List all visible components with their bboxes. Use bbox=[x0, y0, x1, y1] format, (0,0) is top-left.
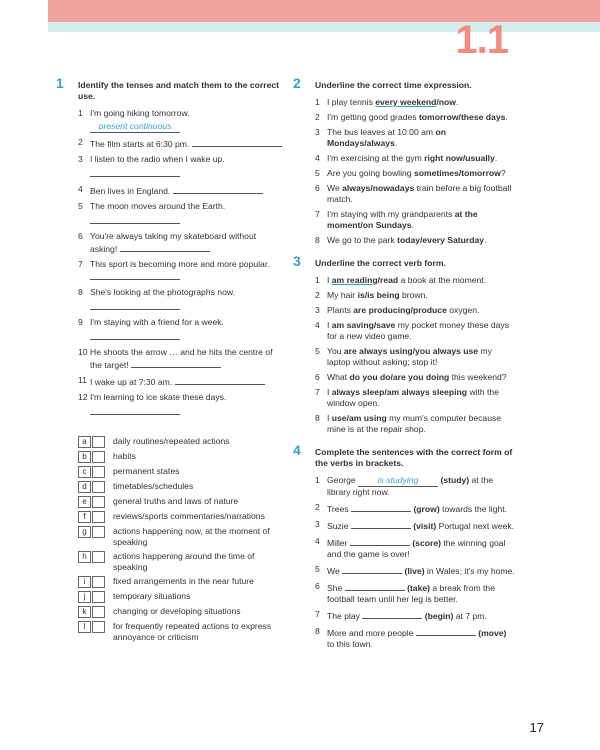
item-text bbox=[327, 235, 515, 246]
match-row bbox=[78, 551, 282, 573]
sentence-start: I bbox=[327, 275, 332, 285]
sentence-end: my mum's computer because mine is at the repair shop. bbox=[327, 413, 502, 434]
sentence-end: . bbox=[505, 112, 508, 122]
sentence-start: I bbox=[327, 387, 332, 397]
sentence-start: Plants bbox=[327, 305, 354, 315]
sentence-start: Miller bbox=[327, 538, 350, 548]
item-text bbox=[327, 320, 515, 342]
item-text bbox=[90, 287, 282, 313]
choice-options[interactable]: is/is being bbox=[357, 290, 400, 300]
sentence-end: this weekend? bbox=[449, 372, 507, 382]
underlined-answer[interactable]: am reading bbox=[331, 275, 378, 285]
item-text bbox=[327, 581, 515, 605]
sentence-start: I'm exercising at the gym bbox=[327, 153, 425, 163]
item-number: 8 bbox=[315, 413, 320, 423]
list-item bbox=[315, 153, 515, 164]
item-text bbox=[90, 201, 282, 227]
list-item bbox=[315, 97, 515, 108]
item-number: 1 bbox=[315, 97, 320, 107]
match-answer-box[interactable] bbox=[92, 451, 105, 463]
verb-prompt: (grow) bbox=[413, 504, 440, 514]
item-text bbox=[90, 317, 282, 343]
match-row bbox=[78, 591, 282, 603]
match-row bbox=[78, 436, 282, 448]
item-number: 3 bbox=[78, 154, 83, 164]
item-number: 1 bbox=[78, 108, 83, 118]
sentence-end: in Wales; it's my home. bbox=[424, 566, 515, 576]
match-list bbox=[78, 436, 282, 643]
sentence-start: I'm staying with my grandparents bbox=[327, 209, 455, 219]
match-text: habits bbox=[113, 451, 136, 461]
item-text bbox=[90, 259, 282, 283]
match-letter: d bbox=[78, 481, 91, 493]
item-text bbox=[90, 375, 282, 388]
item-number: 8 bbox=[315, 235, 320, 245]
item-number: 5 bbox=[315, 564, 320, 574]
item-text bbox=[90, 154, 282, 180]
match-text: permanent states bbox=[113, 466, 180, 476]
list-item bbox=[315, 387, 515, 409]
answer-blank[interactable] bbox=[362, 609, 422, 619]
answer-blank[interactable] bbox=[90, 214, 180, 224]
choice-options[interactable]: tomorrow/these days bbox=[418, 112, 506, 122]
list-item bbox=[315, 209, 515, 231]
list-item bbox=[315, 564, 515, 577]
item-number: 7 bbox=[315, 387, 320, 397]
sentence-end: at the library right now. bbox=[327, 475, 493, 497]
item-text bbox=[327, 183, 515, 205]
sentence-end: oxygen. bbox=[446, 305, 480, 315]
list-item bbox=[315, 413, 515, 435]
sentence-end: . bbox=[494, 153, 498, 163]
sentence: This sport is becoming more and more popular. bbox=[90, 259, 270, 269]
item-text bbox=[90, 137, 282, 150]
match-letter: l bbox=[78, 621, 91, 633]
item-number: 2 bbox=[315, 112, 320, 122]
match-answer-box[interactable] bbox=[92, 621, 105, 633]
choice-options[interactable]: sometimes/tomorrow bbox=[413, 168, 501, 178]
sentence-end: . bbox=[455, 97, 459, 107]
sentence-end: my pocket money these days for a new video game. bbox=[327, 320, 510, 341]
item-text bbox=[90, 347, 282, 371]
match-text: changing or developing situations bbox=[113, 606, 241, 616]
item-text bbox=[327, 346, 515, 368]
item-number: 4 bbox=[315, 320, 320, 330]
list-item bbox=[315, 127, 515, 149]
item-text bbox=[327, 519, 515, 532]
sentence-start: Are you going bowling bbox=[327, 168, 414, 178]
choice-options[interactable]: am saving/save bbox=[331, 320, 396, 330]
unit-number: 1.1 bbox=[455, 18, 508, 62]
list-item bbox=[78, 259, 282, 283]
list-item bbox=[78, 154, 282, 180]
choice-options[interactable]: use/am using bbox=[331, 413, 387, 423]
item-number: 10 bbox=[78, 347, 88, 357]
sentence-start: I bbox=[327, 320, 332, 330]
sentence-end: . bbox=[394, 138, 398, 148]
match-letter: b bbox=[78, 451, 91, 463]
match-row bbox=[78, 511, 282, 523]
sentence-end: train before a big football match. bbox=[327, 183, 512, 204]
item-number: 4 bbox=[315, 536, 320, 546]
item-number: 11 bbox=[78, 375, 87, 385]
choice-options[interactable]: /read bbox=[377, 275, 399, 285]
list-item bbox=[315, 502, 515, 515]
list-item bbox=[315, 372, 515, 383]
list-item bbox=[78, 137, 282, 150]
header-banner-stripe bbox=[48, 22, 600, 32]
item-number: 5 bbox=[315, 168, 320, 178]
sentence-end: ? bbox=[500, 168, 506, 178]
sentence-start: We bbox=[327, 566, 343, 576]
match-answer-box[interactable] bbox=[92, 606, 105, 618]
list-item bbox=[78, 375, 282, 388]
item-number: 8 bbox=[315, 626, 320, 636]
sentence-end: with the window open. bbox=[327, 387, 499, 408]
item-text bbox=[90, 231, 282, 255]
exercise-title: Complete the sentences with the correct form of the verbs in brackets. bbox=[315, 447, 513, 468]
exercise-number: 3 bbox=[293, 253, 301, 269]
sentence-end: . bbox=[411, 220, 414, 230]
exercise-items bbox=[78, 108, 282, 418]
item-number: 5 bbox=[315, 346, 320, 356]
sentence-start: We go to the park bbox=[327, 235, 398, 245]
list-item bbox=[78, 392, 282, 418]
exercise-title: Underline the correct time expression. bbox=[315, 80, 472, 90]
sentence: The film starts at 6:30 pm. bbox=[90, 139, 190, 149]
match-row bbox=[78, 621, 282, 643]
sentence: The moon moves around the Earth. bbox=[90, 201, 226, 211]
item-number: 2 bbox=[78, 137, 83, 147]
answer-line bbox=[90, 405, 282, 418]
answer-blank[interactable] bbox=[90, 167, 180, 177]
item-text bbox=[327, 209, 515, 231]
sentence: You're always taking my skateboard without asking! bbox=[90, 231, 257, 254]
match-letter: a bbox=[78, 436, 91, 448]
sentence-end: the winning goal and the game is over! bbox=[327, 538, 506, 559]
exercise-items bbox=[315, 97, 515, 246]
item-number: 5 bbox=[78, 201, 83, 211]
match-answer-box[interactable] bbox=[92, 576, 105, 588]
answer-blank[interactable] bbox=[351, 502, 411, 512]
match-letter: h bbox=[78, 551, 91, 563]
item-text bbox=[327, 168, 515, 179]
answer-blank[interactable] bbox=[173, 184, 263, 194]
sentence-end: Portugal next week. bbox=[436, 521, 515, 531]
verb-prompt: (move) bbox=[478, 628, 507, 638]
match-answer-box[interactable] bbox=[92, 466, 105, 478]
exercise-1 bbox=[56, 75, 282, 643]
match-text: timetables/schedules bbox=[113, 481, 194, 491]
sentence-end: brown. bbox=[399, 290, 428, 300]
item-number: 3 bbox=[315, 127, 320, 137]
list-item bbox=[315, 183, 515, 205]
item-text bbox=[327, 275, 515, 286]
answer-blank[interactable] bbox=[175, 375, 265, 385]
choice-options[interactable]: /now bbox=[436, 97, 456, 107]
answer-line bbox=[90, 330, 282, 343]
match-row bbox=[78, 451, 282, 463]
sentence: He shoots the arrow … and he hits the centre of the target! bbox=[90, 347, 273, 370]
sentence-start: Trees bbox=[327, 504, 352, 514]
answer-blank[interactable] bbox=[90, 270, 180, 280]
list-item bbox=[315, 519, 515, 532]
item-text bbox=[327, 475, 515, 498]
sentence: I wake up at 7:30 am. bbox=[90, 377, 173, 387]
item-number: 2 bbox=[315, 502, 320, 512]
answer-blank[interactable] bbox=[192, 137, 282, 147]
sentence-end: towards the light. bbox=[439, 504, 508, 514]
verb-prompt: (begin) bbox=[424, 611, 454, 621]
item-number: 7 bbox=[315, 209, 320, 219]
exercise-items bbox=[315, 275, 515, 435]
list-item bbox=[315, 609, 515, 622]
list-item bbox=[315, 305, 515, 316]
item-text bbox=[327, 127, 515, 149]
match-letter: k bbox=[78, 606, 91, 618]
choice-options[interactable]: at the moment/on Sundays bbox=[327, 209, 478, 230]
exercise-3 bbox=[293, 253, 515, 435]
choice-options[interactable]: right now/usually bbox=[424, 153, 495, 163]
item-text bbox=[327, 97, 515, 108]
list-item bbox=[78, 347, 282, 371]
sentence-end: . bbox=[484, 235, 487, 245]
list-item bbox=[78, 287, 282, 313]
match-answer-box[interactable] bbox=[92, 481, 105, 493]
list-item bbox=[78, 184, 282, 197]
item-number: 7 bbox=[315, 609, 320, 619]
match-letter: j bbox=[78, 591, 91, 603]
sentence-start: You bbox=[327, 346, 344, 356]
answer-blank[interactable] bbox=[351, 519, 411, 529]
list-item bbox=[315, 112, 515, 123]
exercise-4 bbox=[293, 442, 515, 650]
answer-blank[interactable] bbox=[342, 564, 402, 574]
choice-options[interactable]: always sleep/am always sleeping bbox=[331, 387, 467, 397]
verb-prompt: (live) bbox=[404, 566, 425, 576]
answer-blank[interactable] bbox=[131, 358, 221, 368]
item-number: 1 bbox=[315, 275, 320, 285]
match-answer-box[interactable] bbox=[92, 526, 105, 538]
match-text: actions happening now, at the moment of speaking bbox=[113, 526, 270, 547]
answer-blank[interactable] bbox=[350, 536, 410, 546]
exercise-items bbox=[315, 475, 515, 650]
item-number: 3 bbox=[315, 305, 320, 315]
item-number: 12 bbox=[78, 392, 88, 402]
choice-options[interactable]: on Mondays/always bbox=[327, 127, 446, 148]
match-letter: i bbox=[78, 576, 91, 588]
left-column bbox=[56, 75, 282, 651]
item-number: 6 bbox=[315, 372, 320, 382]
choice-options[interactable]: are always using/you always use bbox=[343, 346, 479, 356]
verb-prompt: (score) bbox=[412, 538, 441, 548]
sentence-start: Suzie bbox=[327, 521, 351, 531]
item-text bbox=[327, 372, 515, 383]
item-number: 4 bbox=[315, 153, 320, 163]
sentence-end: at 7 pm. bbox=[453, 611, 487, 621]
sentence-start: The play bbox=[327, 611, 363, 621]
item-text bbox=[327, 502, 515, 515]
match-text: daily routines/repeated actions bbox=[113, 436, 230, 446]
list-item bbox=[315, 581, 515, 605]
choice-options[interactable]: do you do/are you doing bbox=[349, 372, 450, 382]
list-item bbox=[315, 536, 515, 560]
sentence-start: I play tennis bbox=[327, 97, 376, 107]
sentence-start: My hair bbox=[327, 290, 358, 300]
answer-blank[interactable] bbox=[416, 626, 476, 636]
match-text: actions happening around the time of speaking bbox=[113, 551, 255, 572]
list-item bbox=[78, 231, 282, 255]
list-item bbox=[315, 320, 515, 342]
match-text: temporary situations bbox=[113, 591, 191, 601]
match-text: general truths and laws of nature bbox=[113, 496, 239, 506]
match-answer-box[interactable] bbox=[92, 511, 105, 523]
answer-line bbox=[90, 214, 282, 227]
item-number: 6 bbox=[78, 231, 83, 241]
answer-blank[interactable] bbox=[345, 581, 405, 591]
list-item bbox=[315, 346, 515, 368]
item-text bbox=[90, 392, 282, 418]
item-text bbox=[327, 305, 515, 316]
sentence-end: a book at the moment. bbox=[398, 275, 487, 285]
answer-blank[interactable] bbox=[120, 242, 210, 252]
exercise-number: 4 bbox=[293, 442, 301, 458]
item-number: 8 bbox=[78, 287, 83, 297]
item-text bbox=[327, 290, 515, 301]
list-item bbox=[78, 108, 282, 133]
choice-options[interactable]: today/every Saturday bbox=[397, 235, 485, 245]
match-answer-box[interactable] bbox=[92, 436, 105, 448]
item-text bbox=[90, 184, 282, 197]
item-number: 6 bbox=[315, 581, 320, 591]
item-text bbox=[327, 536, 515, 560]
match-letter: c bbox=[78, 466, 91, 478]
sentence-start: What bbox=[327, 372, 350, 382]
match-row bbox=[78, 481, 282, 493]
list-item bbox=[315, 168, 515, 179]
match-letter: f bbox=[78, 511, 91, 523]
list-item bbox=[315, 475, 515, 498]
sentence-start: More and more people bbox=[327, 628, 416, 638]
match-answer-box[interactable] bbox=[92, 591, 105, 603]
answer-line bbox=[90, 300, 282, 313]
item-number: 3 bbox=[315, 519, 320, 529]
match-text: for frequently repeated actions to express annoyance or criticism bbox=[113, 621, 272, 642]
list-item bbox=[78, 317, 282, 343]
item-number: 1 bbox=[315, 475, 320, 485]
item-text bbox=[327, 413, 515, 435]
sentence-start: I'm getting good grades bbox=[327, 112, 419, 122]
list-item bbox=[315, 290, 515, 301]
list-item bbox=[315, 275, 515, 286]
item-text bbox=[327, 387, 515, 409]
answer-blank[interactable] bbox=[90, 330, 180, 340]
item-text bbox=[327, 626, 515, 650]
item-number: 6 bbox=[315, 183, 320, 193]
page-number: 17 bbox=[529, 720, 544, 735]
choice-options[interactable]: are producing/produce bbox=[353, 305, 447, 315]
exercise-title: Identify the tenses and match them to the correct use. bbox=[78, 80, 280, 101]
answer-line bbox=[90, 167, 282, 180]
sentence: I'm going hiking tomorrow. bbox=[90, 108, 190, 118]
sentence: Ben lives in England. bbox=[90, 186, 171, 196]
match-row bbox=[78, 576, 282, 588]
verb-prompt: (study) bbox=[440, 475, 470, 485]
match-answer-box[interactable] bbox=[92, 496, 105, 508]
verb-prompt: (take) bbox=[407, 583, 431, 593]
item-text bbox=[327, 153, 515, 164]
list-item bbox=[315, 626, 515, 650]
sentence: I listen to the radio when I wake up. bbox=[90, 154, 225, 164]
sentence-start: I bbox=[327, 413, 332, 423]
item-number: 4 bbox=[78, 184, 83, 194]
sentence: She's looking at the photographs now. bbox=[90, 287, 235, 297]
item-number: 2 bbox=[315, 290, 320, 300]
choice-options[interactable]: always/nowadays bbox=[342, 183, 415, 193]
sentence: I'm learning to ice skate these days. bbox=[90, 392, 227, 402]
match-letter: g bbox=[78, 526, 91, 538]
exercise-title: Underline the correct verb form. bbox=[315, 258, 446, 268]
exercise-2 bbox=[293, 75, 515, 246]
sentence-start: The bus leaves at 10:00 am bbox=[327, 127, 436, 137]
match-row bbox=[78, 606, 282, 618]
sentence-start: She bbox=[327, 583, 345, 593]
answer-blank[interactable] bbox=[90, 300, 180, 310]
item-text bbox=[327, 564, 515, 577]
item-number: 9 bbox=[78, 317, 83, 327]
answer-blank[interactable] bbox=[90, 405, 180, 415]
sentence: I'm staying with a friend for a week. bbox=[90, 317, 224, 327]
match-row bbox=[78, 496, 282, 508]
item-text bbox=[327, 609, 515, 622]
item-text bbox=[90, 108, 282, 133]
match-row bbox=[78, 466, 282, 478]
underlined-answer[interactable]: every weekend bbox=[375, 97, 437, 107]
sentence-end: a break from the football team until her leg is better. bbox=[327, 583, 495, 604]
exercise-number: 2 bbox=[293, 75, 301, 91]
answer-line bbox=[90, 121, 282, 133]
match-answer-box[interactable] bbox=[92, 551, 105, 563]
match-text: fixed arrangements in the near future bbox=[113, 576, 254, 586]
sentence-start: George bbox=[327, 475, 359, 485]
exercise-number: 1 bbox=[56, 75, 64, 91]
item-text bbox=[327, 112, 515, 123]
answer-text: present continuous bbox=[90, 121, 180, 133]
match-text: reviews/sports commentaries/narrations bbox=[113, 511, 265, 521]
match-letter: e bbox=[78, 496, 91, 508]
sentence-end: my laptop without asking; stop it! bbox=[327, 346, 492, 367]
list-item bbox=[78, 201, 282, 227]
sentence-start: We bbox=[327, 183, 343, 193]
answer-text: is studying bbox=[358, 475, 438, 487]
list-item bbox=[315, 235, 515, 246]
right-column bbox=[293, 75, 515, 658]
verb-prompt: (visit) bbox=[413, 521, 437, 531]
match-row bbox=[78, 526, 282, 548]
item-number: 7 bbox=[78, 259, 83, 269]
sentence-end: to this town. bbox=[327, 639, 373, 649]
